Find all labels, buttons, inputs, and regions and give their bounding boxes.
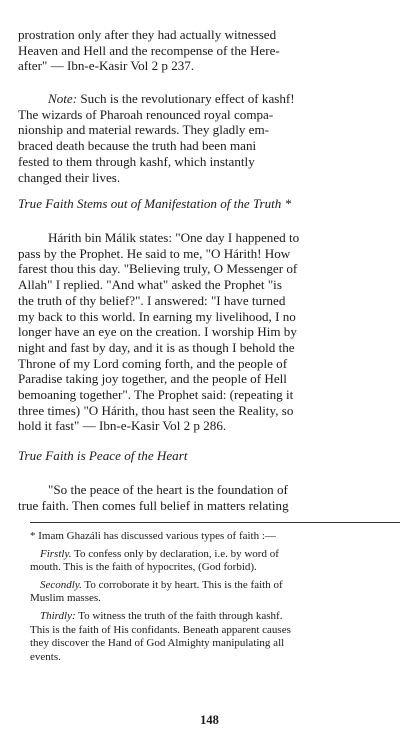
- footnote-line: This is the faith of His confidants. Beneath apparent causes: [30, 623, 291, 636]
- paragraph-continuation: [18, 27, 400, 74]
- text-line: braced death because the truth had been mani: [18, 138, 257, 154]
- text-line: fested to them through kashf, which instantly: [18, 153, 255, 169]
- note-paragraph: [18, 91, 400, 185]
- text-line: The wizards of Pharoah renounced royal compa-: [18, 106, 274, 122]
- text-line: the truth of thy belief?". I answered: "I have turned: [18, 292, 286, 308]
- footnote-line: [30, 579, 402, 593]
- footnote-line: Muslim masses.: [30, 592, 101, 605]
- text-line: Throne of my Lord coming forth, and the people of: [18, 355, 288, 371]
- footnote-divider: [30, 522, 400, 523]
- text-line: true faith. Then comes full belief in matters relating: [18, 497, 289, 513]
- section-heading: True Faith Stems out of Manifestation of the Truth *: [18, 196, 292, 211]
- footnote-intro: * Imam Ghazáli has discussed various types of faith :—: [30, 530, 276, 542]
- text-line: Hárith bin Málik states: "One day I happened to: [48, 230, 300, 245]
- text-line: "So the peace of the heart is the foundation of: [48, 482, 288, 497]
- footnote-line: events.: [30, 650, 61, 663]
- text-line: my back to this world. In earning my livelihood, I no: [18, 308, 296, 324]
- text-line: hold it fast" — Ibn-e-Kasir Vol 2 p 286.: [18, 418, 227, 434]
- text-line: Allah" I replied. "And what" asked the Prophet "is: [18, 277, 282, 293]
- text-line: farest thou this day. "Believing truly, O Messenger of: [18, 261, 298, 277]
- text-line-content: Such is the revolutionary effect of kashf!: [80, 91, 295, 106]
- text-line: Heaven and Hell and the recompense of the Here-: [18, 42, 280, 58]
- text-line: three times) "O Hárith, thou hast seen the Reality, so: [18, 402, 294, 418]
- footnote-line: mouth. This is the faith of hypocrites, (God forbid).: [30, 561, 257, 574]
- text-line: nionship and material rewards. They gladly em-: [18, 122, 270, 138]
- text-line: changed their lives.: [18, 169, 121, 185]
- text-line: Paradise taking joy together, and the people of Hell: [18, 371, 287, 387]
- text-line: night and fast by day, and it is as though I behold the: [18, 339, 295, 355]
- footnote-item-label: Thirdly:: [40, 609, 76, 622]
- text-line: [18, 91, 400, 107]
- hadith-paragraph: [18, 230, 400, 434]
- note-label: Note:: [48, 91, 78, 106]
- page-number: 148: [200, 713, 219, 727]
- text-line: pass by the Prophet. He said to me, "O Hárith! How: [18, 245, 291, 261]
- text-line: after" — Ibn-e-Kasir Vol 2 p 237.: [18, 58, 195, 74]
- footnote-line: [30, 548, 402, 562]
- footnote-item-label: Firstly.: [40, 547, 72, 560]
- footnote-line-content: To confess only by declaration, i.e. by word of: [74, 547, 279, 560]
- footnote: [30, 530, 402, 664]
- text-line: bemoaning together". The Prophet said: (repeating it: [18, 387, 294, 403]
- footnote-line: [30, 610, 402, 624]
- footnote-line-content: To corroborate it by heart. This is the faith of: [84, 578, 283, 591]
- text-line: longer have an eye on the creation. I worship Him by: [18, 324, 297, 340]
- section-heading: True Faith is Peace of the Heart: [18, 448, 188, 463]
- footnote-line: they discover the Hand of God Almighty manipulating all: [30, 637, 285, 650]
- paragraph: [18, 482, 400, 513]
- text-line: prostration only after they had actually witnessed: [18, 27, 277, 42]
- footnote-item-label: Secondly.: [40, 578, 82, 591]
- footnote-line-content: To witness the truth of the faith through kashf.: [78, 609, 283, 622]
